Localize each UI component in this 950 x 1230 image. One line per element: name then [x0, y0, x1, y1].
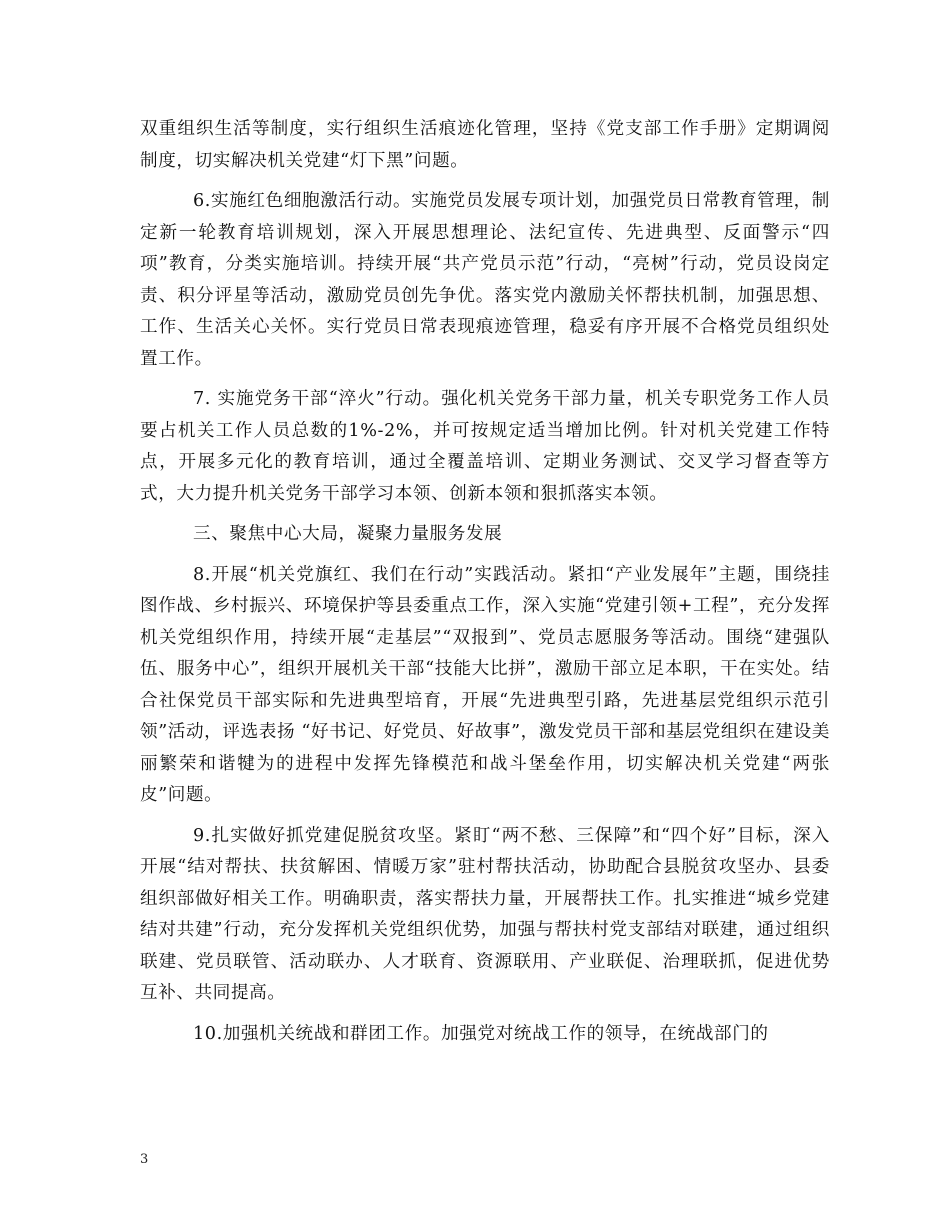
section-heading-3: 三、聚焦中心大局，凝聚力量服务发展: [193, 524, 503, 544]
paragraph-item-8: 8.开展“机关党旗红、我们在行动”实践活动。紧扣“产业发展年”主题，围绕挂图作战、乡村振兴、环境保护等县委重点工作，深入实施“党建引领+工程”，充分发挥机关党组织作用，持续开展“走基层”“双报到”、党员志愿服务等活动。围绕“建强队伍、服务中心”，组织开展机关干部“技能大比拼”，激励干部立足本职，干在实处。结合社保党员干部实际和先进典型培育，开展“先进典型引路，先进基层党组织示范引领”活动，评选表扬 “好书记、好党员、好故事”，激发党员干部和基层党组织在建设美丽繁荣和谐犍为的进程中发挥先锋模范和战斗堡垒作用，切实解决机关党建“两张皮”问题。: [140, 564, 830, 805]
paragraph-item-10: 10.加强机关统战和群团工作。加强党对统战工作的领导，在统战部门的: [193, 1023, 769, 1044]
paragraph-continuation: 双重组织生活等制度，实行组织生活痕迹化管理，坚持《党支部工作手册》定期调阅制度，切实解决机关党建“灯下黑”问题。: [140, 119, 830, 171]
page-number: 3: [140, 1152, 149, 1167]
paragraph-item-7: 7. 实施党务干部“淬火”行动。强化机关党务干部力量，机关专职党务工作人员要占机关工作人员总数的1%-2%，并可按规定适当增加比例。针对机关党建工作特点，开展多元化的教育培训，通过全覆盖培训、定期业务测试、交叉学习督查等方式，大力提升机关党务干部学习本领、创新本领和狠抓落实本领。: [140, 389, 830, 504]
paragraph-item-6: 6.实施红色细胞激活行动。实施党员发展专项计划，加强党员日常教育管理，制定新一轮教育培训规划，深入开展思想理论、法纪宣传、先进典型、反面警示“四项”教育，分类实施培训。持续开展“共产党员示范”行动，“亮树”行动，党员设岗定责、积分评星等活动，激励党员创先争优。落实党内激励关怀帮扶机制，加强思想、工作、生活关心关怀。实行党员日常表现痕迹管理，稳妥有序开展不合格党员组织处置工作。: [140, 191, 830, 369]
document-body: [140, 114, 830, 1050]
paragraph-item-9: 9.扎实做好抓党建促脱贫攻坚。紧盯“两不愁、三保障”和“四个好”目标，深入开展“结对帮扶、扶贫解困、情暖万家”驻村帮扶活动，协助配合县脱贫攻坚办、县委组织部做好相关工作。明确职责，落实帮扶力量，开展帮扶工作。扎实推进“城乡党建结对共建”行动，充分发挥机关党组织优势，加强与帮扶村党支部结对联建，通过组织联建、党员联管、活动联办、人才联育、资源联用、产业联促、治理联抓，促进优势互补、共同提高。: [140, 825, 830, 1003]
